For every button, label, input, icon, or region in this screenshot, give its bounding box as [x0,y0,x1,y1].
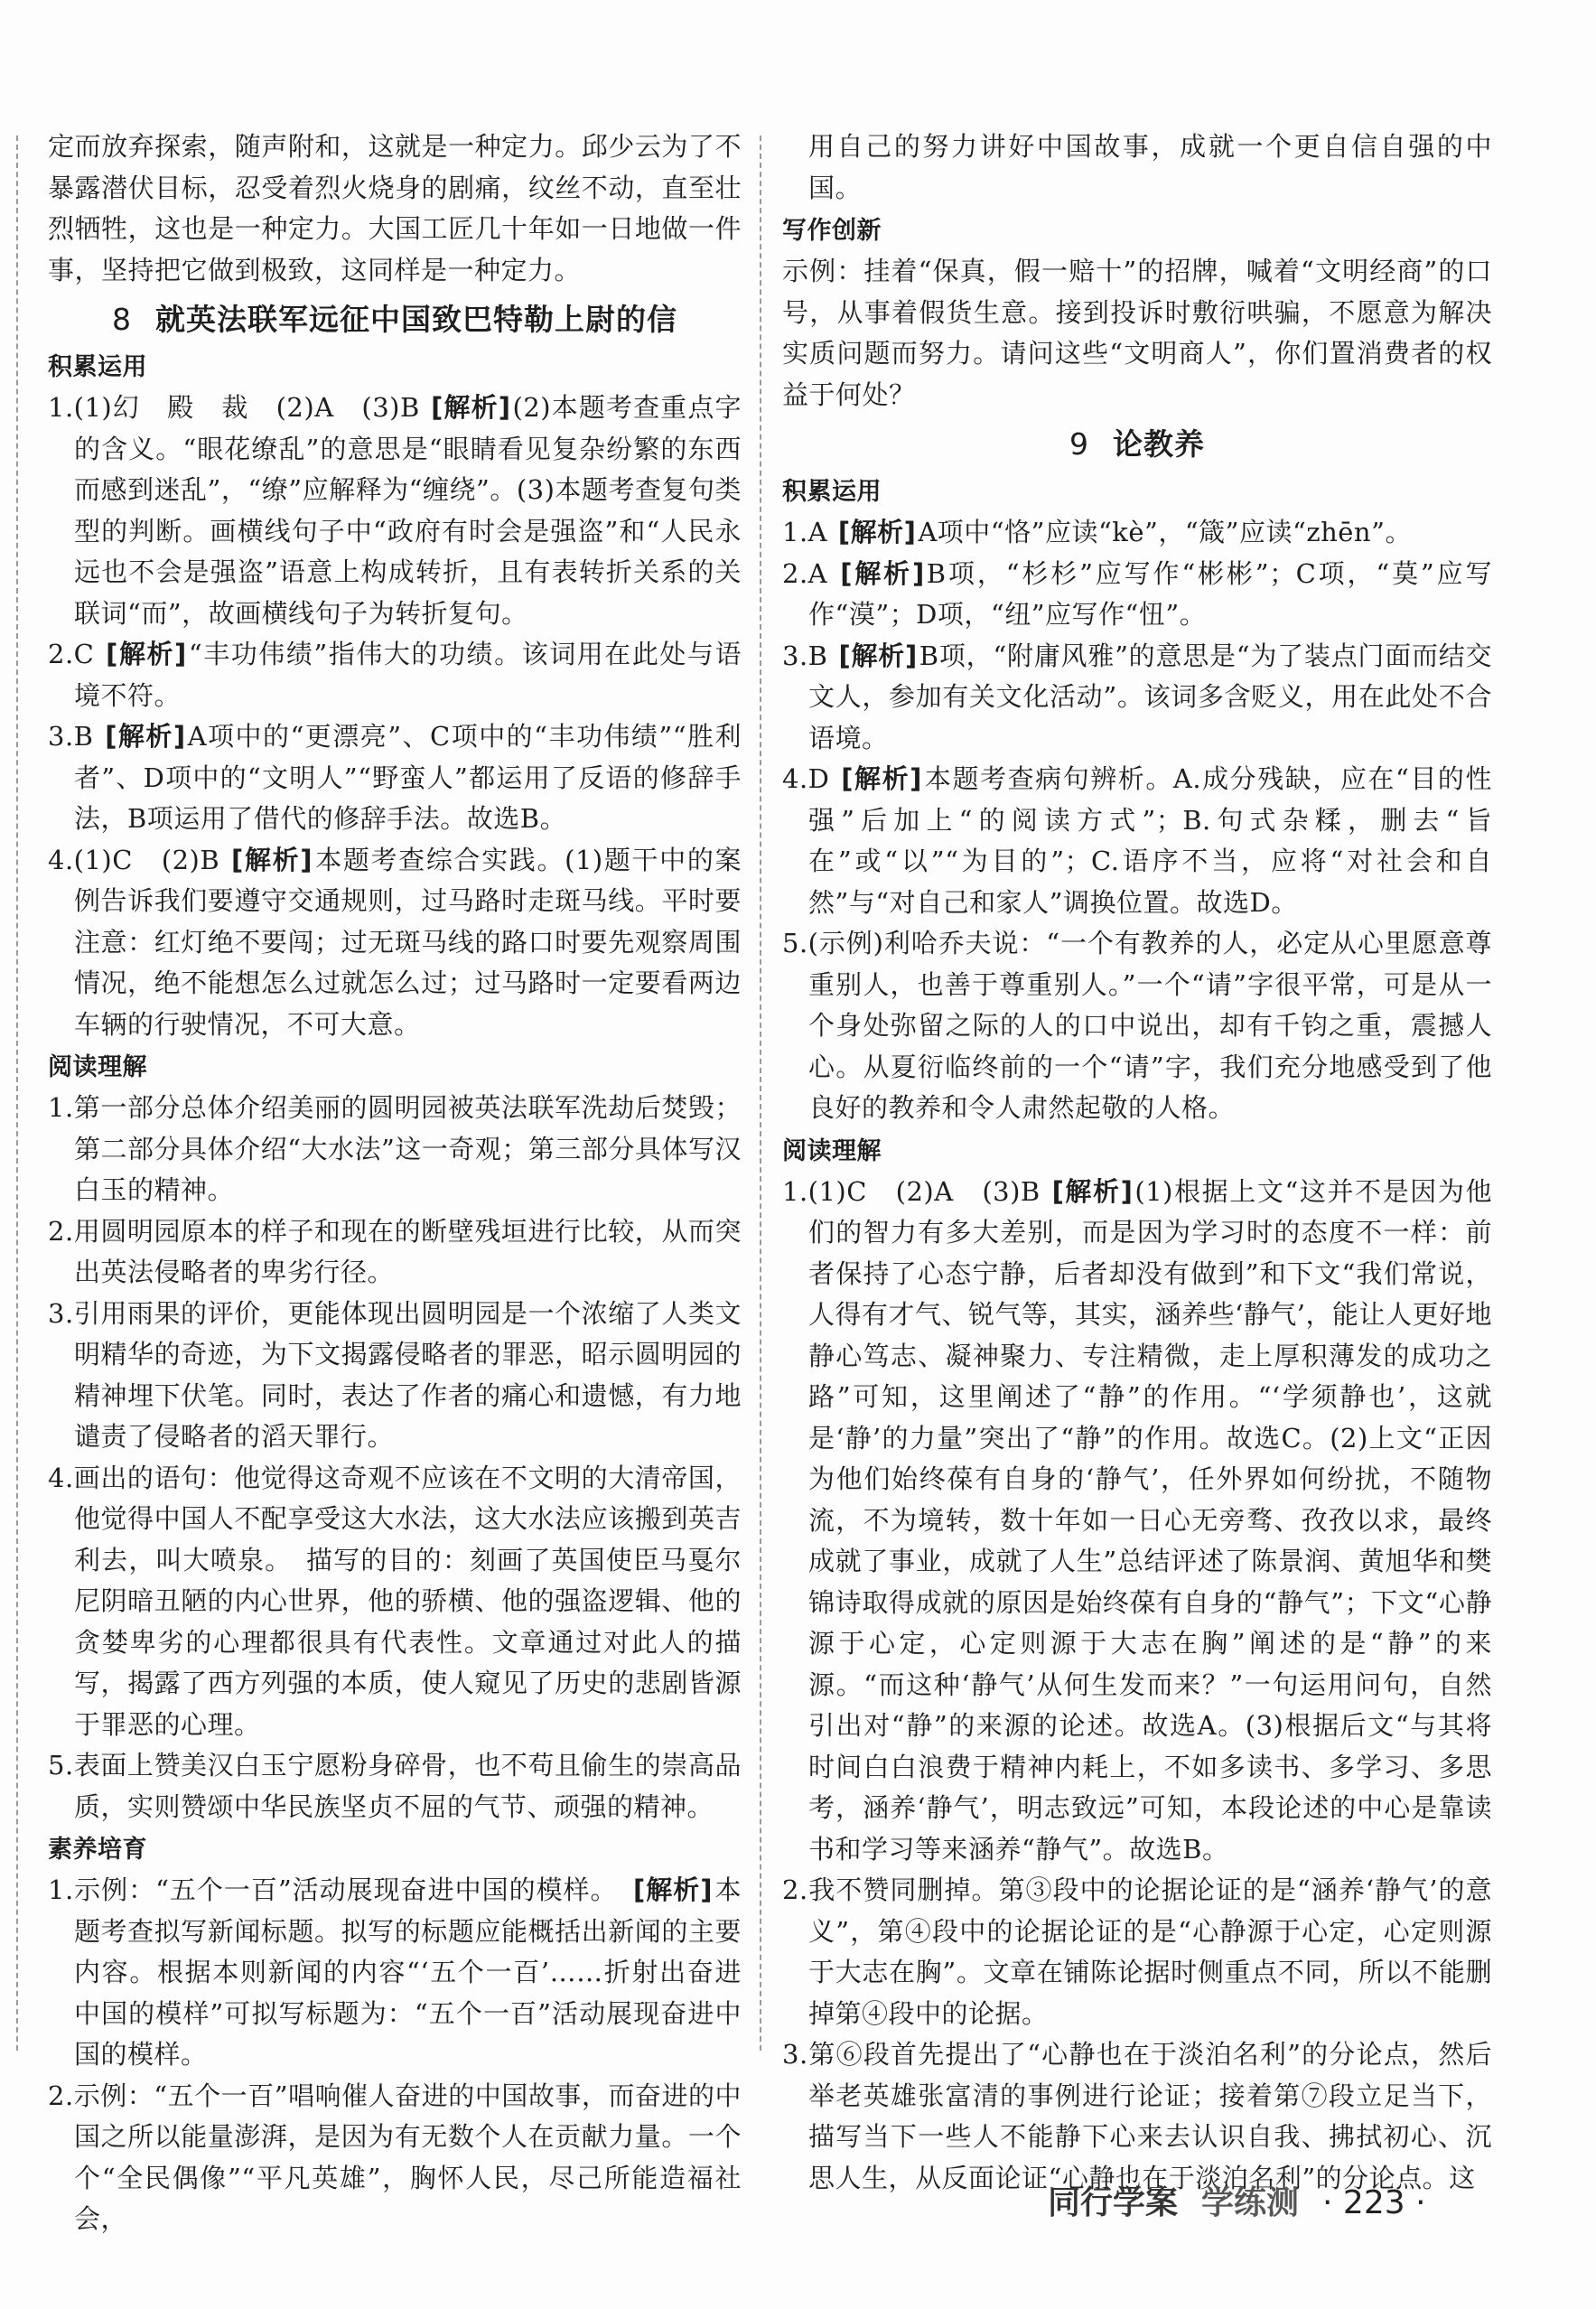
analysis-tag: [解析] [837,517,917,547]
answer-item: 2.用圆明园原本的样子和现在的断壁残垣进行比较，从而突出英法侵略者的卑劣行径。 [48,1215,742,1287]
analysis-tag: [解析] [633,1874,713,1905]
analysis-tag: [解析] [1051,1175,1134,1207]
answer-item: 3.第⑥段首先提出了“心静也在于淡泊名利”的分论点，然后举老英雄张富清的事例进行论证；接着第⑦段立足当下，描写当下一些人不能静下心来去认识自我、拂拭初心、沉思人生，从反面论证“心静也在于淡泊名利”的分论点。这 [782,2039,1492,2193]
left-column [48,126,742,2240]
series-name: 学练测 [1201,2184,1300,2221]
section-heading: 积累运用 [782,478,882,506]
left-margin-dashed-line [16,136,18,2051]
answer-item: 2.我不赞同删掉。第③段中的论据论证的是“涵养‘静气’的意义”，第④段中的论据论证的是“心静源于心定，心定则源于大志在胸”。文章在铺陈论据时侧重点不同，所以不能删掉第④段中的论据。 [782,1874,1492,2029]
answer-item: 1.(1)幻 殿 裁 (2)A (3)B [解析](2)本题考查重点字的含义。“眼花缭乱”的意思是“眼睛看见复杂纷繁的东西而感到迷乱”，“缭”应解释为“缠绕”。(3)本题考查复句类型的判断。画横线句子中“政府有时会是强盗”和“人民永远也不会是强盗”语意上构成转折，且有表转折关系的关联词“而”，故画横线句子为转折复句。 [48,392,742,629]
answer-item: 1.A [解析]A项中“恪”应读“kè”，“箴”应读“zhēn”。 [782,517,1412,547]
answer-item: 4.画出的语句：他觉得这奇观不应该在不文明的大清帝国，他觉得中国人不配享受这大水法，这大水法应该搬到英吉利去，叫大喷泉。 描写的目的：刻画了英国使臣马戛尔尼阴暗丑陋的内心世界，他的骄横、他的强盗逻辑、他的贪婪卑劣的心理都很具有代表性。文章通过对此人的描写，揭露了西方列强的本质，使人窥见了历史的悲剧皆源于罪恶的心理。 [48,1462,742,1740]
page-footer [1048,2177,1426,2223]
answer-item: 3.引用雨果的评价，更能体现出圆明园是一个浓缩了人类文明精华的奇迹，为下文揭露侵略者的罪恶，昭示圆明园的精神埋下伏笔。同时，表达了作者的痛心和遗憾，有力地谴责了侵略者的滔天罪行。 [48,1297,742,1452]
answer-item: 1.第一部分总体介绍美丽的圆明园被英法联军洗劫后焚毁；第二部分具体介绍“大水法”这一奇观；第三部分具体写汉白玉的精神。 [48,1092,742,1205]
answer-item: 1.(1)C (2)A (3)B [解析](1)根据上文“这并不是因为他们的智力有多大差别，而是因为学习时的态度不一样：前者保持了心态宁静，后者却没有做到”和下文“我们常说，人得有才气、锐气等，其实，涵养些‘静气’，能让人更好地静心笃志、凝神聚力、专注精微，走上厚积薄发的成功之路”可知，这里阐述了“静”的作用。“‘学须静也’，这就是‘静’的力量”突出了“静”的作用。故选C。(2)上文“正因为他们始终葆有自身的‘静气’，任外界如何纷扰，不随物流，不为境转，数十年如一日心无旁骛、孜孜以求，最终成就了事业，成就了人生”总结评述了陈景润、黄旭华和樊锦诗取得成就的原因是始终葆有自身的“静气”；下文“心静源于心定，心定则源于大志在胸”阐述的是“静”的来源。“而这种‘静气’从何生发而来？”一句运用问句，自然引出对“静”的来源的论述。故选A。(3)根据后文“与其将时间白白浪费于精神内耗上，不如多读书、多学习、多思考，涵养‘静气’，明志致远”可知，本段论述的中心是靠读书和学习等来涵养“静气”。故选B。 [782,1175,1492,1865]
page-number: · 223 · [1322,2184,1426,2221]
column-divider-dashed-line [760,136,761,2051]
answer-item: 1.示例：“五个一百”活动展现奋进中国的模样。 [解析]本题考查拟写新闻标题。拟写的标题应能概括出新闻的主要内容。根据本则新闻的内容“‘五个一百’……折射出奋进中国的模样”可拟写标题为：“五个一百”活动展现奋进中国的模样。 [48,1874,742,2070]
answer-item: 5.表面上赞美汉白玉宁愿粉身碎骨，也不苟且偷生的崇高品质，实则赞颂中华民族坚贞不屈的气节、顽强的精神。 [48,1750,742,1822]
section-heading: 写作创新 [782,217,882,245]
analysis-tag: [解析] [431,392,511,423]
answer-item: 2.C [解析]“丰功伟绩”指伟大的功绩。该词用在此处与语境不符。 [48,639,742,711]
lesson-title-text: 论教养 [1113,426,1205,462]
analysis-tag: [解析] [105,721,186,752]
analysis-tag: [解析] [840,557,925,589]
analysis-tag: [解析] [841,763,922,794]
lesson-8-title [48,294,742,345]
analysis-tag: [解析] [231,844,313,875]
answer-item: 4.(1)C (2)B [解析]本题考查综合实践。(1)题干中的案例告诉我们要遵守交通规则，过马路时走斑马线。平时要注意：红灯绝不要闯；过无斑马线的路口时要先观察周围情况，绝不能想怎么过就怎么过；过马路时一定要看两边车辆的行驶情况，不可大意。 [48,844,742,1040]
brand-name: 同行学案 [1048,2184,1179,2221]
analysis-tag: [解析] [838,640,918,671]
section-heading: 阅读理解 [782,1136,882,1165]
lesson-number: 9 [1069,426,1089,462]
section-heading: 积累运用 [48,353,147,381]
section-heading: 阅读理解 [48,1053,147,1081]
answer-item: 2.示例：“五个一百”唱响催人奋进的中国故事，而奋进的中国之所以能量澎湃，是因为有无数个人在贡献力量。一个个“全民偶像”“平凡英雄”，胸怀人民，尽己所能造福社会， [48,2080,742,2234]
lesson-9-title [782,419,1492,470]
answer-item: 2.A [解析]B项，“杉杉”应写作“彬彬”；C项，“莫”应写作“漠”；D项，“纽”应写作“忸”。 [782,557,1492,630]
analysis-tag: [解析] [106,639,187,669]
answer-item: 3.B [解析]A项中的“更漂亮”、C项中的“丰功伟绩”“胜利者”、D项中的“文明人”“野蛮人”都运用了反语的修辞手法，B项运用了借代的修辞手法。故选B。 [48,721,742,834]
writing-example: 示例：挂着“保真，假一赔十”的招牌，喊着“文明经商”的口号，从事着假货生意。接到投诉时敷衍哄骗，不愿意为解决实质问题而努力。请问这些“文明商人”，你们置消费者的权益于何处？ [782,256,1492,410]
right-column [782,126,1492,2199]
lesson-title-text: 就英法联军远征中国致巴特勒上尉的信 [155,302,677,337]
answer-item: 4.D [解析]本题考查病句辨析。A.成分残缺，应在“目的性强”后加上“的阅读方式”；B.句式杂糅，删去“旨在”或“以”“为目的”；C.语序不当，应将“对社会和自然”与“对自己和家人”调换位置。故选D。 [782,763,1492,918]
section-heading: 素养培育 [48,1836,147,1864]
intro-paragraph: 定而放弃探索，随声附和，这就是一种定力。邱少云为了不暴露潜伏目标，忍受着烈火烧身的剧痛，纹丝不动，直至壮烈牺牲，这也是一种定力。大国工匠几十年如一日地做一件事，坚持把它做到极致，这同样是一种定力。 [48,131,742,285]
lesson-number: 8 [112,302,132,337]
answer-item: 5.(示例)利哈乔夫说：“一个有教养的人，必定从心里愿意尊重别人，也善于尊重别人。”一个“请”字很平常，可是从一个身处弥留之际的人的口中说出，却有千钧之重，震撼人心。从夏衍临终前的一个“请”字，我们充分地感受到了他良好的教养和令人肃然起敬的人格。 [782,928,1492,1123]
answer-item: 3.B [解析]B项，“附庸风雅”的意思是“为了装点门面而结交文人，参加有关文化活动”。该词多含贬义，用在此处不合语境。 [782,640,1492,753]
continuation-text: 用自己的努力讲好中国故事，成就一个更自信自强的中国。 [808,131,1492,203]
